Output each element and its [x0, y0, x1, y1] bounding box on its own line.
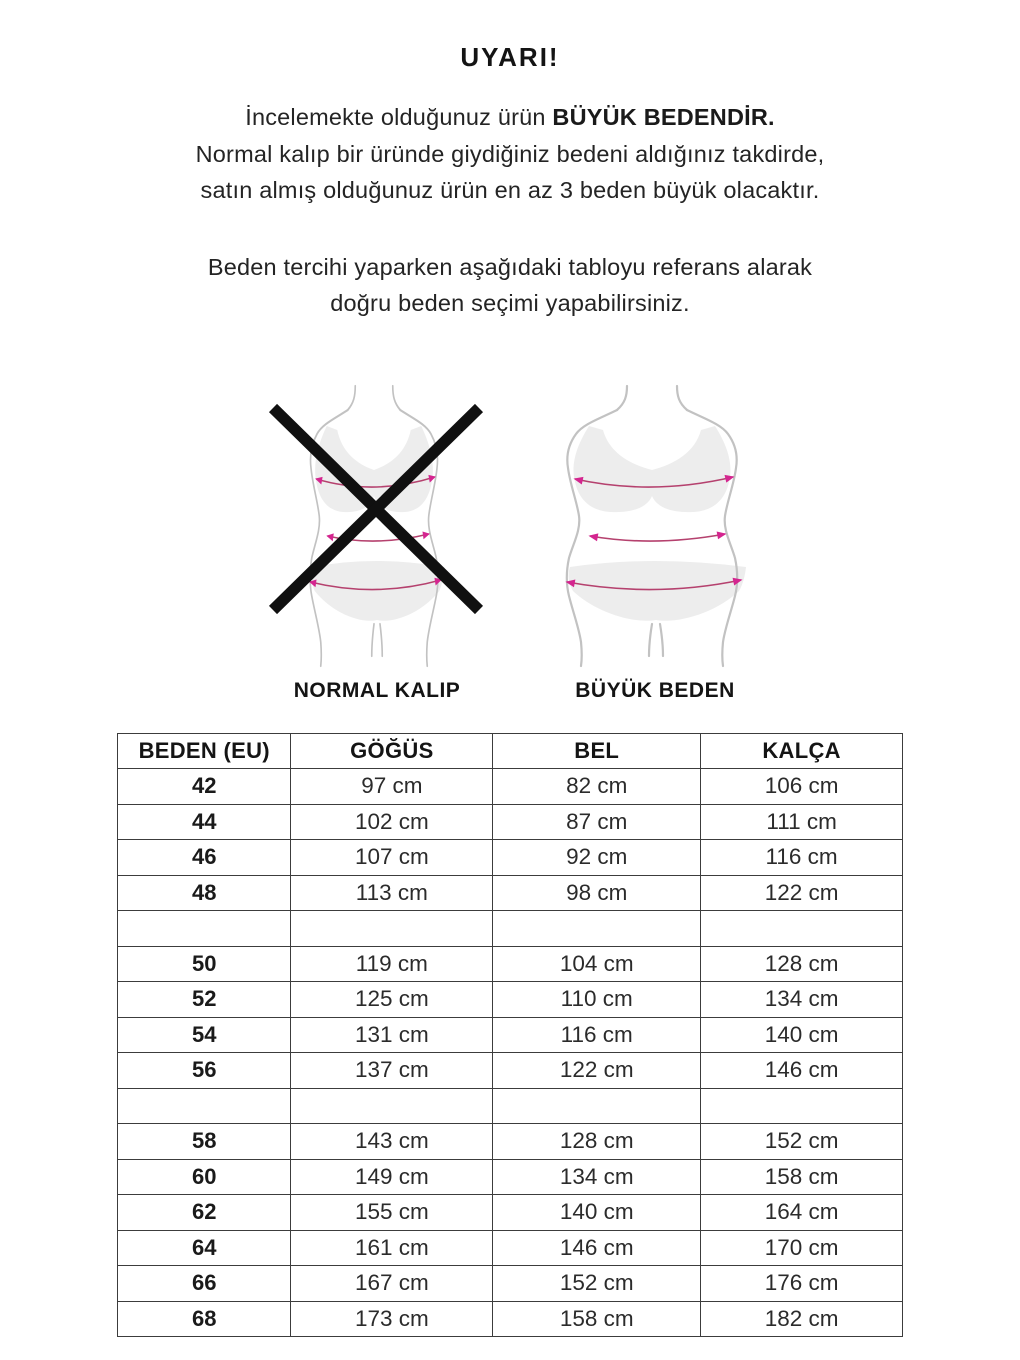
empty-cell	[701, 1088, 903, 1124]
measurement-cell: 146 cm	[493, 1230, 701, 1266]
empty-cell	[118, 911, 291, 947]
empty-cell	[701, 911, 903, 947]
spacer-row	[118, 911, 903, 947]
warning-line1-text: İncelemekte olduğunuz ürün	[245, 104, 553, 130]
figure-normal-label: NORMAL KALIP	[293, 678, 461, 702]
size-cell: 48	[118, 875, 291, 911]
figure-plus-size	[555, 384, 755, 703]
measurement-cell: 170 cm	[701, 1230, 903, 1266]
size-row	[118, 1124, 903, 1160]
page-title: UYARI!	[460, 42, 560, 72]
measurement-cell: 131 cm	[291, 1017, 493, 1053]
size-cell: 54	[118, 1017, 291, 1053]
empty-cell	[291, 911, 493, 947]
size-row	[118, 1301, 903, 1337]
measurement-cell: 152 cm	[493, 1266, 701, 1302]
empty-cell	[493, 911, 701, 947]
measurement-cell: 122 cm	[493, 1053, 701, 1089]
measurement-cell: 149 cm	[291, 1159, 493, 1195]
measurement-cell: 116 cm	[493, 1017, 701, 1053]
measurement-cell: 161 cm	[291, 1230, 493, 1266]
measurement-cell: 140 cm	[493, 1195, 701, 1231]
size-cell: 44	[118, 804, 291, 840]
measurement-cell: 97 cm	[291, 769, 493, 805]
measurement-cell: 137 cm	[291, 1053, 493, 1089]
size-row	[118, 1017, 903, 1053]
measurement-cell: 173 cm	[291, 1301, 493, 1337]
size-cell: 62	[118, 1195, 291, 1231]
column-header: BEL	[493, 733, 701, 769]
measurement-cell: 164 cm	[701, 1195, 903, 1231]
figure-plus-label: BÜYÜK BEDEN	[575, 678, 735, 702]
size-row	[118, 804, 903, 840]
measurement-cell: 158 cm	[493, 1301, 701, 1337]
size-cell: 60	[118, 1159, 291, 1195]
measurement-cell: 104 cm	[493, 946, 701, 982]
size-cell: 64	[118, 1230, 291, 1266]
size-cell: 50	[118, 946, 291, 982]
measurement-cell: 158 cm	[701, 1159, 903, 1195]
measurement-cell: 102 cm	[291, 804, 493, 840]
measurement-cell: 140 cm	[701, 1017, 903, 1053]
size-table	[117, 733, 903, 1338]
empty-cell	[118, 1088, 291, 1124]
size-row	[118, 1159, 903, 1195]
figure-normal-fit	[277, 384, 477, 703]
empty-cell	[493, 1088, 701, 1124]
size-cell: 68	[118, 1301, 291, 1337]
measurement-cell: 98 cm	[493, 875, 701, 911]
measurement-cell: 110 cm	[493, 982, 701, 1018]
measurement-cell: 82 cm	[493, 769, 701, 805]
size-cell: 56	[118, 1053, 291, 1089]
measurement-cell: 125 cm	[291, 982, 493, 1018]
measurement-cell: 87 cm	[493, 804, 701, 840]
measurement-cell: 111 cm	[701, 804, 903, 840]
measurement-cell: 128 cm	[701, 946, 903, 982]
column-header: BEDEN (EU)	[118, 733, 291, 769]
measurement-cell: 113 cm	[291, 875, 493, 911]
measurement-cell: 143 cm	[291, 1124, 493, 1160]
measurement-cell: 92 cm	[493, 840, 701, 876]
measurement-cell: 106 cm	[701, 769, 903, 805]
warning-line2: Normal kalıp bir üründe giydiğiniz bedeni aldığınız takdirde,	[195, 140, 825, 167]
size-row	[118, 1230, 903, 1266]
figures-row	[12, 384, 1020, 703]
instruction-line2: doğru beden seçimi yapabilirsiniz.	[330, 290, 690, 316]
warning-paragraph	[0, 99, 1020, 209]
size-cell: 66	[118, 1266, 291, 1302]
size-row	[118, 1053, 903, 1089]
spacer-row	[118, 1088, 903, 1124]
column-header: KALÇA	[701, 733, 903, 769]
plus-size-body-illustration	[555, 384, 755, 666]
size-cell: 52	[118, 982, 291, 1018]
empty-cell	[291, 1088, 493, 1124]
size-cell: 46	[118, 840, 291, 876]
size-table-header-row	[118, 733, 903, 769]
measurement-cell: 134 cm	[701, 982, 903, 1018]
size-row	[118, 769, 903, 805]
normal-fit-crossed-body-illustration	[277, 384, 477, 666]
measurement-cell: 116 cm	[701, 840, 903, 876]
measurement-cell: 176 cm	[701, 1266, 903, 1302]
warning-line1-emphasis: BÜYÜK BEDENDİR.	[552, 104, 775, 130]
instruction-line1: Beden tercihi yaparken aşağıdaki tabloyu referans alarak	[207, 253, 813, 280]
measurement-cell: 155 cm	[291, 1195, 493, 1231]
measurement-cell: 128 cm	[493, 1124, 701, 1160]
measurement-cell: 152 cm	[701, 1124, 903, 1160]
size-row	[118, 1266, 903, 1302]
size-cell: 42	[118, 769, 291, 805]
measurement-cell: 107 cm	[291, 840, 493, 876]
size-cell: 58	[118, 1124, 291, 1160]
measurement-cell: 119 cm	[291, 946, 493, 982]
measurement-cell: 134 cm	[493, 1159, 701, 1195]
size-row	[118, 840, 903, 876]
size-table-body	[118, 769, 903, 1337]
measurement-cell: 146 cm	[701, 1053, 903, 1089]
measurement-cell: 122 cm	[701, 875, 903, 911]
instruction-paragraph	[0, 249, 1020, 322]
size-row	[118, 1195, 903, 1231]
size-row	[118, 982, 903, 1018]
measurement-cell: 182 cm	[701, 1301, 903, 1337]
size-row	[118, 946, 903, 982]
size-row	[118, 875, 903, 911]
measurement-cell: 167 cm	[291, 1266, 493, 1302]
column-header: GÖĞÜS	[291, 733, 493, 769]
warning-line3: satın almış olduğunuz ürün en az 3 beden büyük olacaktır.	[200, 177, 820, 203]
